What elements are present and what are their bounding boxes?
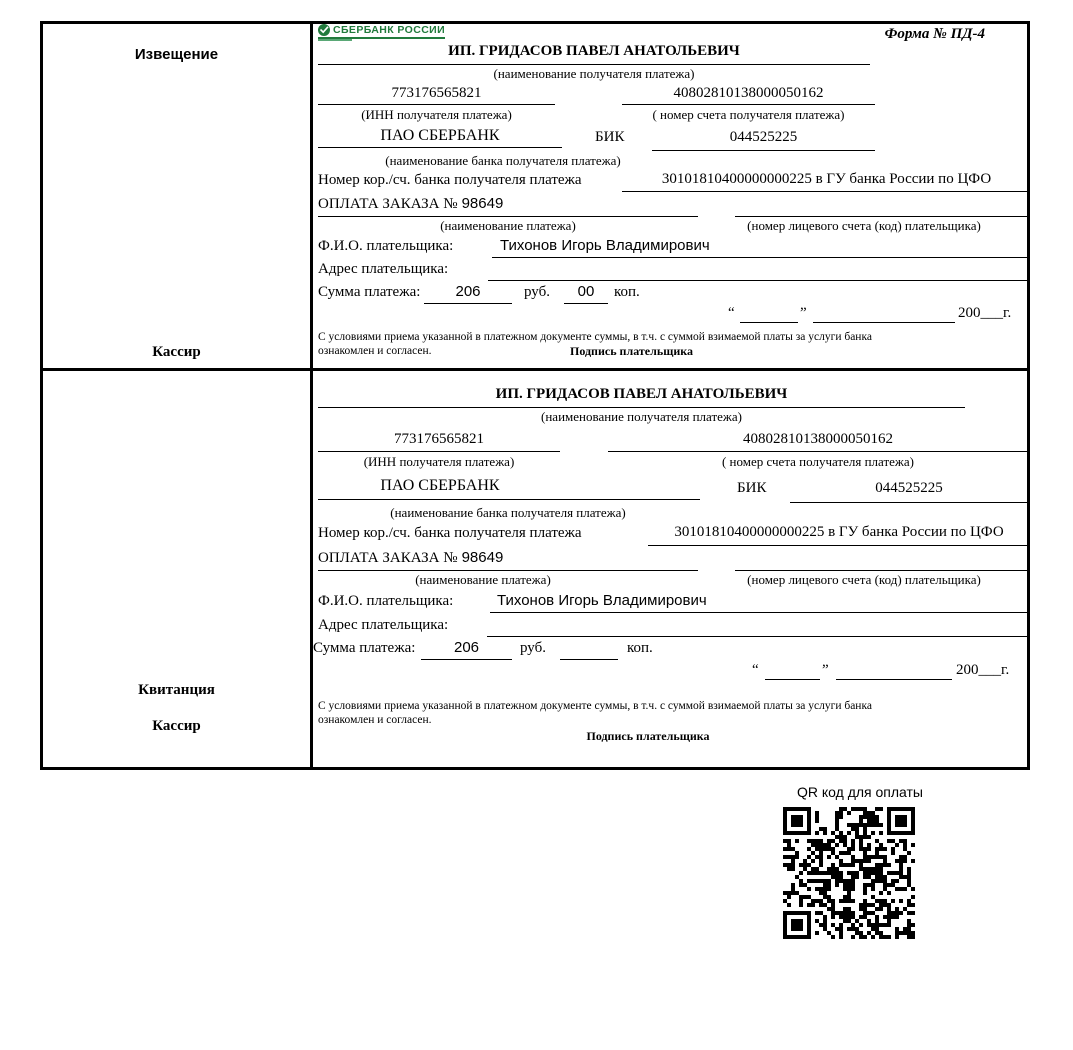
amount-label-receipt: Сумма платежа: <box>313 640 416 656</box>
field-underline <box>492 257 1028 258</box>
payer-address-label-receipt: Адрес плательщика: <box>318 617 449 633</box>
date-close-quote-notice: ” <box>800 305 807 321</box>
signature-label-receipt: Подпись плательщика <box>586 729 710 743</box>
field-underline <box>318 570 698 571</box>
date-year-notice: 200___г. <box>958 305 1012 321</box>
field-underline <box>318 147 562 148</box>
date-year-receipt: 200___г. <box>956 662 1010 678</box>
payer-address-label-notice: Адрес плательщика: <box>318 261 449 277</box>
field-underline <box>735 570 1028 571</box>
side-label-cashier-receipt: Кассир <box>152 718 201 734</box>
field-underline <box>622 104 875 105</box>
date-open-quote-notice: “ <box>728 305 735 321</box>
payer-name-value-receipt: Тихонов Игорь Владимирович <box>497 592 707 609</box>
rub-label-notice: руб. <box>524 284 550 300</box>
logo-tagline-smudge <box>318 39 352 41</box>
field-underline <box>487 636 1028 637</box>
field-underline <box>608 451 1028 452</box>
section-divider <box>40 368 1030 371</box>
field-underline <box>648 545 1028 546</box>
field-underline <box>490 612 1028 613</box>
recipient-name-label-notice: (наименование получателя платежа) <box>493 66 695 81</box>
bank-name-label-receipt: (наименование банка получателя платежа) <box>390 505 626 520</box>
bik-value-notice: 044525225 <box>729 129 798 145</box>
order-number: 98649 <box>461 549 504 566</box>
bank-name-value-notice: ПАО СБЕРБАНК <box>380 127 500 144</box>
form-number-title: Форма № ПД-4 <box>884 26 985 42</box>
agreement-line2-receipt: ознакомлен и согласен. <box>318 714 432 726</box>
account-value-notice: 40802810138000050162 <box>673 85 824 101</box>
agreement-line1-receipt: С условиями приема указанной в платежном документе суммы, в т.ч. с суммой взимаемой платы за услуги банка <box>318 700 872 712</box>
amount-rub-value-notice: 206 <box>455 283 481 300</box>
agreement-line2-notice: ознакомлен и согласен. <box>318 345 432 357</box>
bik-label-receipt: БИК <box>737 480 767 496</box>
signature-label-notice: Подпись плательщика <box>570 344 693 358</box>
bank-name-value-receipt: ПАО СБЕРБАНК <box>380 477 500 494</box>
account-label-receipt: ( номер счета получателя платежа) <box>721 454 915 469</box>
column-divider <box>310 21 313 770</box>
corr-account-label-receipt: Номер кор./сч. банка получателя платежа <box>318 525 582 541</box>
field-underline <box>622 191 1028 192</box>
field-underline <box>488 280 1028 281</box>
kop-label-notice: коп. <box>614 284 640 300</box>
bik-label-notice: БИК <box>595 129 625 145</box>
account-value-receipt: 40802810138000050162 <box>743 431 893 447</box>
field-underline <box>560 659 618 660</box>
side-label-receipt: Квитанция <box>138 682 215 698</box>
inn-value-notice: 773176565821 <box>391 85 482 101</box>
inn-value-receipt: 773176565821 <box>394 431 484 447</box>
bank-name-label-notice: (наименование банка получателя платежа) <box>385 153 621 168</box>
field-underline <box>652 150 875 151</box>
sberbank-logo-text: СБЕРБАНК РОССИИ <box>333 24 446 36</box>
amount-label-notice: Сумма платежа: <box>318 284 421 300</box>
date-month-underline <box>836 679 952 680</box>
sberbank-emblem-icon <box>318 24 330 36</box>
payer-name-value-notice: Тихонов Игорь Владимирович <box>500 237 710 254</box>
corr-account-value-notice: 30101810400000000225 в ГУ банка России по ЦФО <box>661 171 992 187</box>
date-close-quote-receipt: ” <box>822 662 829 678</box>
rub-label-receipt: руб. <box>520 640 546 656</box>
field-underline <box>421 659 512 660</box>
field-underline <box>790 502 1028 503</box>
qr-code <box>783 807 915 939</box>
payment-name-receipt <box>318 550 503 566</box>
agreement-line1-notice: С условиями приема указанной в платежном документе суммы, в т.ч. с суммой взимаемой платы за услуги банка <box>318 331 872 343</box>
order-number: 98649 <box>461 195 504 212</box>
personal-account-label-notice: (номер лицевого счета (код) плательщика) <box>747 218 981 233</box>
payer-name-label-receipt: Ф.И.О. плательщика: <box>318 593 454 609</box>
field-underline <box>318 64 870 65</box>
payment-name-text: ОПЛАТА ЗАКАЗА № <box>318 550 458 566</box>
bik-value-receipt: 044525225 <box>875 480 943 496</box>
recipient-name-notice: ИП. ГРИДАСОВ ПАВЕЛ АНАТОЛЬЕВИЧ <box>448 43 740 59</box>
date-day-underline <box>740 322 798 323</box>
amount-kop-value-notice: 00 <box>577 283 595 300</box>
qr-caption: QR код для оплаты <box>796 784 923 800</box>
field-underline <box>318 104 555 105</box>
recipient-name-label-receipt: (наименование получателя платежа) <box>541 409 742 424</box>
payment-name-text: ОПЛАТА ЗАКАЗА № <box>318 196 458 212</box>
field-underline <box>424 303 512 304</box>
date-open-quote-receipt: “ <box>752 662 759 678</box>
field-underline <box>564 303 608 304</box>
field-underline <box>735 216 1028 217</box>
field-underline <box>318 407 965 408</box>
payment-name-label-notice: (наименование платежа) <box>440 218 576 233</box>
side-label-cashier-notice: Кассир <box>152 344 201 360</box>
account-label-notice: ( номер счета получателя платежа) <box>652 107 845 122</box>
inn-label-receipt: (ИНН получателя платежа) <box>363 454 515 469</box>
side-label-notice: Извещение <box>134 46 219 63</box>
kop-label-receipt: коп. <box>627 640 653 656</box>
field-underline <box>318 499 700 500</box>
date-day-underline <box>765 679 820 680</box>
payment-name-label-receipt: (наименование платежа) <box>415 572 551 587</box>
corr-account-label-notice: Номер кор./сч. банка получателя платежа <box>318 172 582 188</box>
field-underline <box>318 216 698 217</box>
personal-account-label-receipt: (номер лицевого счета (код) плательщика) <box>747 572 981 587</box>
payer-name-label-notice: Ф.И.О. плательщика: <box>318 238 454 254</box>
recipient-name-receipt: ИП. ГРИДАСОВ ПАВЕЛ АНАТОЛЬЕВИЧ <box>495 386 788 402</box>
sberbank-logo <box>318 24 445 41</box>
corr-account-value-receipt: 30101810400000000225 в ГУ банка России по ЦФО <box>674 524 1004 540</box>
amount-rub-value-receipt: 206 <box>453 639 480 656</box>
payment-name-notice <box>318 196 503 212</box>
field-underline <box>318 451 560 452</box>
inn-label-notice: (ИНН получателя платежа) <box>361 107 512 122</box>
date-month-underline <box>813 322 955 323</box>
